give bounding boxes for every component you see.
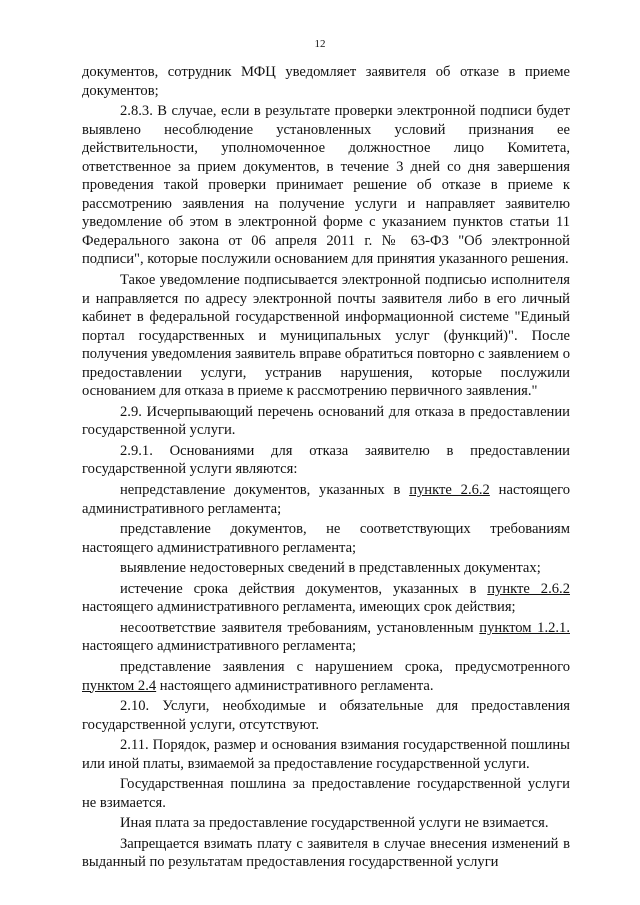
paragraph	[82, 835, 570, 872]
regulation-reference: пункте 2.6.2	[409, 482, 490, 499]
paragraph	[82, 63, 570, 100]
paragraph-text: Государственная пошлина за предоставление государственной услуги не взимается.	[82, 776, 570, 811]
paragraph-text: выявление недостоверных сведений в представленных документах;	[120, 560, 541, 577]
paragraph	[82, 442, 570, 479]
paragraph	[82, 814, 570, 833]
paragraph-text: представление заявления с нарушением срока, предусмотренного	[120, 658, 570, 675]
paragraph-text: 2.11. Порядок, размер и основания взимания государственной пошлины или иной платы, взимаемой за предоставление государственной услуги.	[82, 737, 570, 772]
regulation-reference: пунктом 1.2.1.	[479, 619, 570, 636]
paragraph	[82, 559, 570, 578]
paragraph-text: Такое уведомление подписывается электронной подписью исполнителя и направляется по адресу электронной почты заявителя либо в его личный кабинет в федеральной государственной информационной системе "Единый портал государственных и муниципальных услуг (функций)". После получения уведомления заявитель вправе обратиться повторно с заявлением о предоставлении услуги, устранив нарушения, которые послужили основанием для отказа в приеме к рассмотрению первичного заявления."	[82, 272, 570, 400]
paragraph	[82, 775, 570, 812]
regulation-reference: пункте 2.6.2	[487, 580, 570, 597]
paragraph	[82, 580, 570, 617]
paragraph-text: настоящего административного регламента;	[82, 482, 570, 517]
paragraph	[82, 271, 570, 401]
paragraph	[82, 403, 570, 440]
paragraph	[82, 697, 570, 734]
paragraph	[82, 520, 570, 557]
paragraph-text: 2.9.1. Основаниями для отказа заявителю в предоставлении государственной услуги являются:	[82, 442, 570, 478]
paragraph	[82, 481, 570, 518]
paragraph-text: 2.8.3. В случае, если в результате проверки электронной подписи будет выявлено несоблюдение установленных условий признания ее действительности, уполномоченное должностное лицо Комитета, ответственное за прием документов, в течение 3 дней со дня завершения проведения такой проверки принимает решение об отказе в приеме к рассмотрению заявления на получение услуги и направляет заявителю уведомление об этом в электронной форме с указанием пунктов статьи 11 Федерального закона от 06 апреля 2011 г. № 63-ФЗ "Об электронной подписи", которые послужили основанием для принятия указанного решения.	[82, 103, 570, 268]
page-number: 12	[314, 38, 326, 50]
paragraph-text: настоящего административного регламента;	[82, 638, 357, 655]
paragraph-text: 2.10. Услуги, необходимые и обязательные для предоставления государственной услуги, отсутствуют.	[82, 698, 570, 733]
paragraph	[82, 736, 570, 773]
paragraph	[82, 102, 570, 269]
paragraph-text: непредставление документов, указанных в	[120, 482, 410, 499]
paragraph-text: представление документов, не соответствующих требованиям настоящего административного регламента;	[82, 521, 570, 556]
regulation-reference: пунктом 2.4	[82, 677, 157, 694]
paragraph-text: настоящего административного регламента, имеющих срок действия;	[82, 599, 516, 616]
paragraph	[82, 658, 570, 695]
document-body	[82, 63, 570, 872]
paragraph	[82, 619, 570, 656]
paragraph-text: настоящего административного регламента.	[156, 677, 434, 694]
paragraph-text: документов, сотрудник МФЦ уведомляет заявителя об отказе в приеме документов;	[82, 64, 570, 99]
paragraph-text: 2.9. Исчерпывающий перечень оснований для отказа в предоставлении государственной услуги.	[82, 403, 570, 439]
paragraph-text: Запрещается взимать плату с заявителя в случае внесения изменений в выданный по результатам предоставления государственной услуги	[82, 835, 570, 871]
paragraph-text: Иная плата за предоставление государственной услуги не взимается.	[120, 815, 549, 832]
paragraph-text: несоответствие заявителя требованиям, установленным	[120, 619, 480, 636]
paragraph-text: истечение срока действия документов, указанных в	[120, 580, 488, 597]
